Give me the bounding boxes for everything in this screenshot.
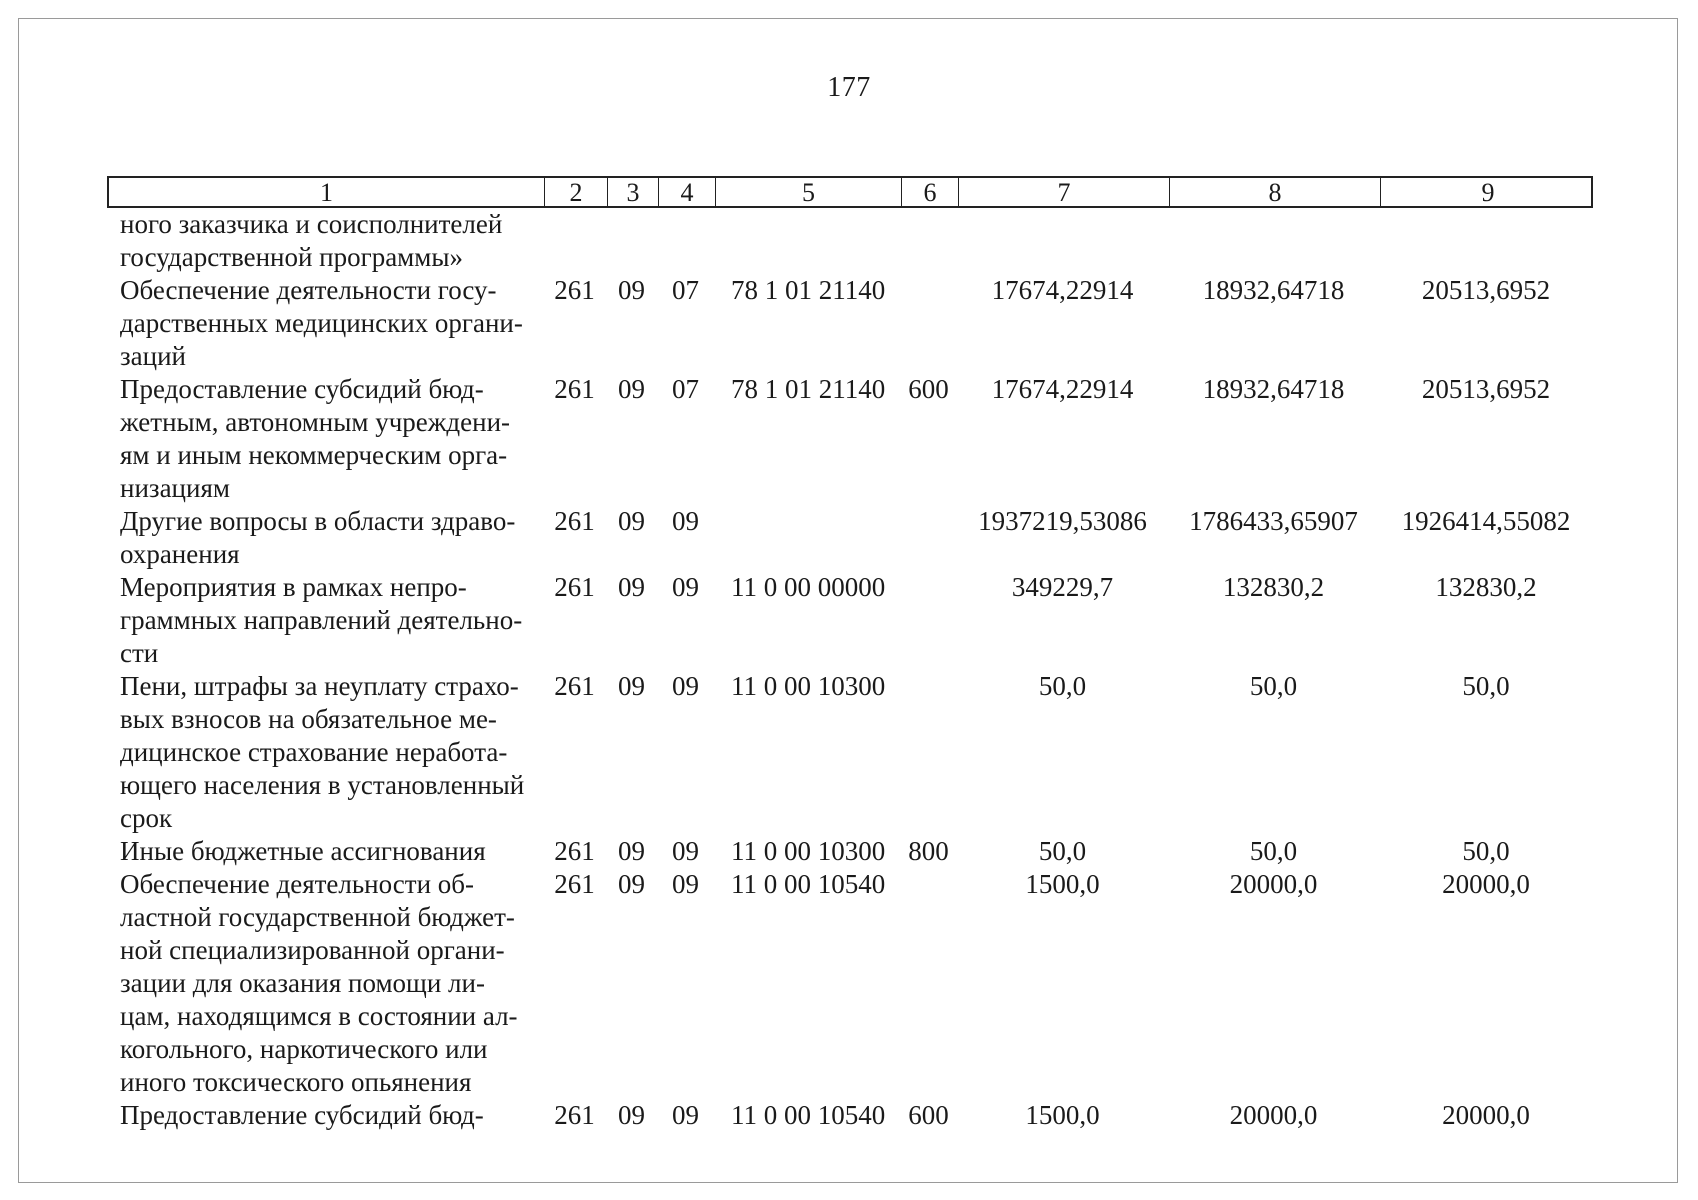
header-cell: 8: [1170, 178, 1381, 208]
row-name: ного заказчика и соисполнителей государственной программы»: [120, 209, 503, 272]
cell-col9: 20513,6952: [1421, 374, 1551, 404]
cell-col8: 18932,64718: [1202, 374, 1345, 404]
cell-col5: [714, 208, 900, 274]
row-name: Другие вопросы в области здраво- охранения: [120, 506, 516, 569]
cell-col5: 11 0 00 10300: [731, 671, 886, 701]
cell-col3: 09: [618, 836, 645, 866]
cell-col4: 09: [672, 869, 699, 899]
header-cell: 2: [545, 178, 608, 208]
cell-col6: 600: [908, 1100, 949, 1130]
cell-col3: 09: [618, 374, 645, 404]
cell-col6: [900, 571, 957, 670]
cell-col4: 09: [672, 671, 699, 701]
cell-col3: [606, 208, 657, 274]
cell-col3: 09: [618, 275, 645, 305]
cell-col9: 132830,2: [1435, 572, 1537, 602]
table-row: [107, 373, 1593, 505]
table-header: [107, 176, 1593, 208]
cell-col7: 17674,22914: [991, 275, 1134, 305]
cell-col4: 09: [672, 572, 699, 602]
table-row: [107, 505, 1593, 571]
cell-col2: 261: [554, 869, 595, 899]
cell-col6: [900, 274, 957, 373]
row-name: Обеспечение деятельности госу- дарственных медицинских органи- заций: [120, 275, 523, 371]
header-cell: 1: [109, 178, 545, 208]
row-name: Предоставление субсидий бюд- жетным, автономным учреждени- ям и иным некоммерческим орга- низациям: [120, 374, 511, 503]
cell-col3: 09: [618, 572, 645, 602]
table-row: [107, 1099, 1593, 1132]
cell-col9: 20513,6952: [1421, 275, 1551, 305]
cell-col9: [1379, 208, 1593, 274]
cell-col4: 09: [672, 836, 699, 866]
cell-col4: 09: [672, 1100, 699, 1130]
cell-col2: 261: [554, 506, 595, 536]
table-row: [107, 274, 1593, 373]
header-cell: 9: [1481, 178, 1495, 207]
cell-col4: 07: [672, 275, 699, 305]
cell-col9: 50,0: [1462, 671, 1510, 701]
cell-col8: [1168, 208, 1379, 274]
cell-col2: 261: [554, 374, 595, 404]
cell-col7: 349229,7: [1011, 572, 1114, 602]
cell-col7: 50,0: [1038, 836, 1087, 866]
cell-col7: 1937219,53086: [978, 506, 1147, 536]
cell-col7: 17674,22914: [991, 374, 1134, 404]
table-row: [107, 208, 1593, 274]
cell-col8: 20000,0: [1229, 869, 1318, 899]
cell-col8: 20000,0: [1229, 1100, 1318, 1130]
cell-col4: 09: [672, 506, 699, 536]
cell-col6: [900, 208, 957, 274]
cell-col8: 132830,2: [1222, 572, 1325, 602]
cell-col4: 07: [672, 374, 699, 404]
cell-col8: 18932,64718: [1202, 275, 1345, 305]
cell-col8: 1786433,65907: [1189, 506, 1358, 536]
row-name: Иные бюджетные ассигнования: [120, 836, 486, 866]
cell-col9: 50,0: [1462, 836, 1510, 866]
table-row: [107, 571, 1593, 670]
page-number: 177: [827, 72, 871, 103]
row-name: Обеспечение деятельности об- ластной государственной бюджет- ной специализированной органи- зации для оказания помощи ли- цам, находящимся в состоянии ал- когольного, наркотического или иного токсического опьянения: [120, 869, 518, 1097]
cell-col8: 50,0: [1249, 671, 1298, 701]
cell-col3: 09: [618, 1100, 645, 1130]
cell-col7: [957, 208, 1168, 274]
cell-col2: 261: [554, 1100, 595, 1130]
cell-col5: 11 0 00 10300: [731, 836, 886, 866]
table-row: [107, 868, 1593, 1099]
cell-col9: 20000,0: [1442, 1100, 1530, 1130]
cell-col3: 09: [618, 506, 645, 536]
header-cell: 5: [716, 178, 902, 208]
cell-col2: 261: [554, 572, 595, 602]
cell-col9: 20000,0: [1442, 869, 1530, 899]
header-cell: 6: [902, 178, 959, 208]
cell-col8: 50,0: [1249, 836, 1298, 866]
cell-col3: 09: [618, 869, 645, 899]
cell-col5: 11 0 00 00000: [731, 572, 886, 602]
cell-col5: 78 1 01 21140: [731, 374, 886, 404]
header-cell: 4: [659, 178, 716, 208]
cell-col2: 261: [554, 671, 595, 701]
table-body: [107, 208, 1593, 1132]
cell-col3: 09: [618, 671, 645, 701]
cell-col9: 1926414,55082: [1401, 506, 1571, 536]
cell-col5: 11 0 00 10540: [731, 869, 886, 899]
cell-col2: [543, 208, 606, 274]
table-row: [107, 835, 1593, 868]
cell-col5: [714, 505, 900, 571]
cell-col6: 600: [908, 374, 949, 404]
table-row: [107, 670, 1593, 835]
cell-col6: [900, 670, 957, 835]
cell-col7: 1500,0: [1025, 869, 1100, 899]
row-name: Мероприятия в рамках непро- граммных направлений деятельно- сти: [120, 572, 523, 668]
header-cell: 7: [959, 178, 1170, 208]
cell-col2: 261: [554, 836, 595, 866]
cell-col7: 1500,0: [1025, 1100, 1100, 1130]
cell-col6: [900, 868, 957, 1099]
budget-table: [107, 176, 1593, 1132]
cell-col4: [657, 208, 714, 274]
header-cell: 3: [608, 178, 659, 208]
cell-col5: 11 0 00 10540: [731, 1100, 886, 1130]
cell-col6: [900, 505, 957, 571]
cell-col2: 261: [554, 275, 595, 305]
row-name: Пени, штрафы за неуплату страхо- вых взносов на обязательное ме- дицинское страхование неработа- ющего населения в установленный срок: [120, 671, 525, 833]
cell-col7: 50,0: [1038, 671, 1087, 701]
row-name: Предоставление субсидий бюд-: [120, 1100, 484, 1130]
cell-col5: 78 1 01 21140: [731, 275, 886, 305]
cell-col6: 800: [908, 836, 949, 866]
